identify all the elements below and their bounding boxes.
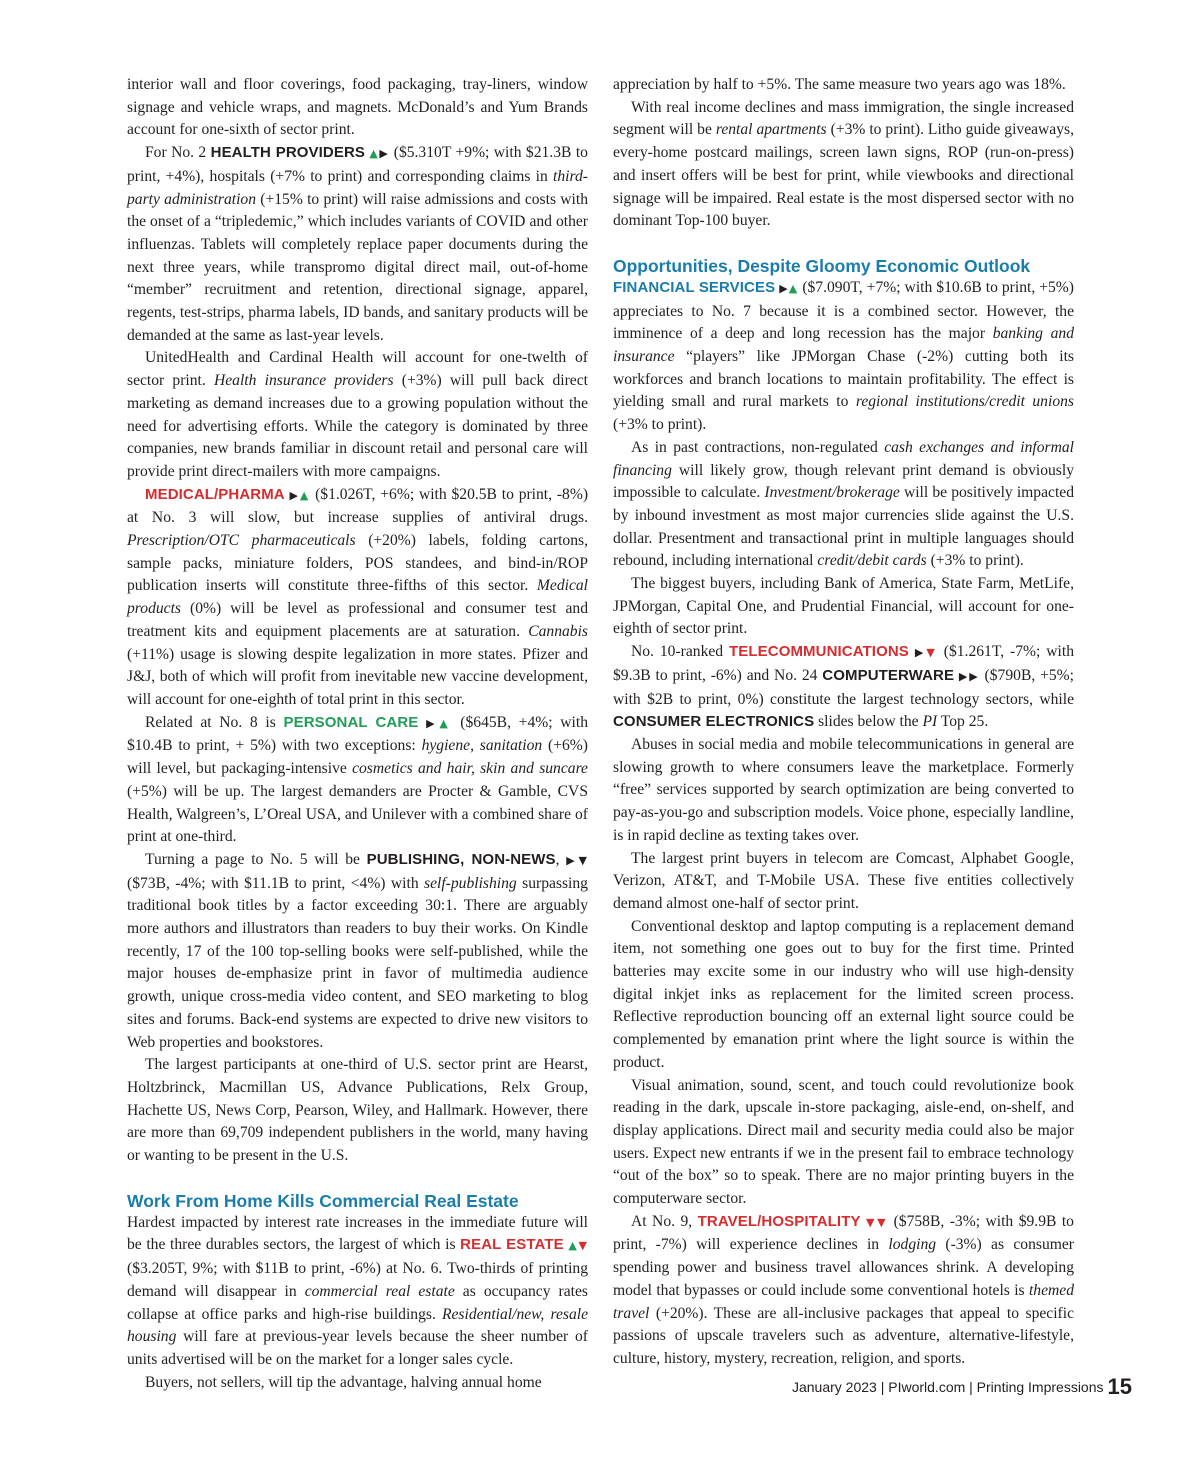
sector-keyword: TELECOMMUNICATIONS [729,643,909,661]
trend-arrows-icon: ▶▲ [289,488,311,502]
trend-arrows-icon: ▶▶ [958,669,980,683]
sector-keyword: FINANCIAL SERVICES [613,278,776,296]
trend-arrows-icon: ▶▲ [426,716,453,730]
paragraph: The biggest buyers, including Bank of America, State Farm, MetLife, JPMorgan, Capital One, and Prudential Financial, will account for one-eighth of sector print. [613,575,1074,638]
page-number: 15 [1107,1374,1132,1399]
right-column [613,74,1074,1371]
paragraph: Buyers, not sellers, will tip the advantage, halving annual home [145,1373,542,1391]
paragraph: With real income declines and mass immigration, the single increased segment will be rental apartments (+3% to print). Litho guide giveaways, every-home postcard mailings, screen lawn signs, ROP (run-on-press) and insert offers will be best for print, while viewbooks and directional signage will be impaired. Real estate is the most dispersed sector with no dominant Top-100 buyer. [613,98,1074,230]
paragraph: Related at No. 8 is PERSONAL CARE ▶▲ ($645B, +4%; with $10.4B to print, + 5%) with two exceptions: hygiene, sanitation (+6%) will level, but packaging-intensive cosmetics and hair, skin and suncare (+5%) will be up. The largest demanders are Procter & Gamble, CVS Health, Walgreen’s, L’Oreal USA, and Unilever with a combined share of print at one-third. [127,713,588,846]
paragraph: Conventional desktop and laptop computing is a replacement demand item, not something one goes out to buy for the first time. Printed batteries may excite some in our industry who will use high-density digital inkjet inks as replacement for the limited screen process. Reflective reproduction bouncing off an external light source could be complemented by emanation print where the light source is within the product. [613,917,1074,1071]
paragraph: Turning a page to No. 5 will be PUBLISHING, NON-NEWS, ▶▼ ($73B, -4%; with $11.1B to print, <4%) with self-publishing surpassing traditional book titles by a factor exceeding 30:1. There are arguably more authors and illustrators than readers to buy their works. On Kindle recently, 17 of the 100 top-selling books were self-published, while the major houses de-emphasize print in favor of multimedia audience growth, unique cross-media video content, and SEO marketing to blog sites and forums. Back-end systems are expected to drive new visitors to Web properties and bookstores. [127,850,588,1051]
paragraph: The largest participants at one-third of U.S. sector print are Hearst, Holtzbrinck, Macmillan US, Advance Publications, Relx Group, Hachette US, News Corp, Pearson, Wiley, and Hallmark. However, there are more than 69,709 independent publishers in the world, many having or wanting to be present in the U.S. [127,1056,588,1165]
paragraph: interior wall and floor coverings, food packaging, tray-liners, window signage and vehicle wraps, and magnets. McDonald’s and Yum Brands account for one-sixth of sector print. [127,76,588,139]
sector-keyword: COMPUTERWARE [822,666,955,684]
sector-keyword: REAL ESTATE [460,1236,564,1254]
paragraph: As in past contractions, non-regulated cash exchanges and informal financing will likely grow, though relevant print demand is obviously impossible to calculate. Investment/brokerage will be positively impacted by inbound investment as most major currencies slide against the U.S. dollar. Presentment and transactional print in multiple languages should rebound, including international credit/debit cards (+3% to print). [613,438,1075,570]
paragraph: For No. 2 HEALTH PROVIDERS ▲▶ ($5.310T +9%; with $21.3B to print, +4%), hospitals (+7% to print) and corresponding claims in third-party administration (+15% to print) will raise admissions and costs with the onset of a “tripledemic,” which includes variants of COVID and other influenzas. Tablets will completely replace paper documents during the next three years, while transpromo digital direct mail, out-of-home “member” recruitment and retention, directional signage, apparel, regents, test-strips, pharma labels, ID bands, and sanitary products will be demanded at the same as last-year levels. [127,144,588,344]
sector-keyword: MEDICAL/PHARMA [145,485,285,503]
paragraph: The largest print buyers in telecom are Comcast, Alphabet Google, Verizon, AT&T, and T-Mobile USA. These five entities collectively demand almost one-half of sector print. [613,849,1074,912]
trend-arrows-icon: ▶▲ [779,281,799,295]
paragraph: Hardest impacted by interest rate increases in the immediate future will be the three durables sectors, the largest of which is REAL ESTATE ▲▼ ($3.205T, 9%; with $11B to print, -6%) at No. 6. Two-thirds of printing demand will disappear in commercial real estate as occupancy rates collapse at office parks and high-rise buildings. Residential/new, resale housing will fare at previous-year levels because the sheer number of units advertised will be on the market for a longer sales cycle. [127,1213,588,1368]
page-footer [792,1374,1132,1400]
sector-keyword: CONSUMER ELECTRONICS [613,713,815,731]
trend-arrows-icon: ▶▼ [566,853,588,867]
paragraph: Visual animation, sound, scent, and touch could revolutionize book reading in the dark, upscale in-store packaging, aisle-end, on-shelf, and display applications. Direct mail and security media could also be major users. Expect new entrants if we in the present fail to embrace technology “out of the box” so to speak. There are no major printing buyers in the computerware sector. [613,1076,1074,1208]
paragraph: No. 10-ranked TELECOMMUNICATIONS ▶▼ ($1.261T, -7%; with $9.3B to print, -6%) and No. 24 COMPUTERWARE ▶▶ ($790B, +5%; with $2B to print, 0%) constitute the largest technology sectors, while CONSUMER ELECTRONICS slides below the PI Top 25. [613,643,1074,731]
paragraph: Abuses in social media and mobile telecommunications in general are slowing growth to where consumers leave the marketplace. Formerly “free” services supported by search optimization are being converted to pay-as-you-go and subscription models. Voice phone, especially landline, is in rapid decline as texting takes over. [613,735,1074,844]
trend-arrows-icon: ▼▼ [866,1215,889,1229]
sector-keyword: TRAVEL/HOSPITALITY [697,1212,861,1230]
trend-arrows-icon: ▲▼ [568,1239,588,1253]
paragraph: FINANCIAL SERVICES ▶▲ ($7.090T, +7%; with $10.6B to print, +5%) appreciates to No. 7 because it is a combined sector. However, the imminence of a deep and long recession has the major banking and insurance “players” like JPMorgan Chase (-2%) cutting both its workforces and branch locations to maintain profitability. The effect is yielding small and rural markets to regional institutions/credit unions (+3% to print). [613,278,1074,434]
paragraph: appreciation by half to +5%. The same measure two years ago was 18%. [613,76,1066,93]
trend-arrows-icon: ▲▶ [369,147,390,161]
footer-text: January 2023 | PIworld.com | Printing Impressions [791,1379,1104,1395]
trend-arrows-icon: ▶▼ [914,646,938,660]
sector-keyword: PUBLISHING, NON-NEWS [366,850,556,868]
sector-keyword: PERSONAL CARE [283,713,419,731]
section-heading: Opportunities, Despite Gloomy Economic Outlook [613,255,1031,276]
sector-keyword: HEALTH PROVIDERS [210,144,365,162]
left-column [127,74,588,1394]
paragraph: At No. 9, TRAVEL/HOSPITALITY ▼▼ ($758B, -3%; with $9.9B to print, -7%) will experience declines in lodging (-3%) as consumer spending power and business travel allowances shrink. A developing model that bypasses or could include some conventional hotels is themed travel (+20%). These are all-inclusive packages that appeal to specific passions of upscale travelers such as adventure, alternative-lifestyle, culture, history, mystery, recreation, religion, and sports. [613,1212,1074,1367]
section-heading: Work From Home Kills Commercial Real Estate [127,1190,519,1211]
paragraph: MEDICAL/PHARMA ▶▲ ($1.026T, +6%; with $20.5B to print, -8%) at No. 3 will slow, but increase supplies of antiviral drugs. Prescription/OTC pharmaceuticals (+20%) labels, folding cartons, sample packs, miniature folders, POS standees, and bind-in/ROP publication inserts will constitute three-fifths of this sector. Medical products (0%) will be level as professional and consumer test and treatment kits and equipment placements are at saturation. Cannabis (+11%) usage is slowing despite legalization in more states. Pfizer and J&J, both of which will profit from inevitable new vaccine development, will account for one-eighth of total print in this sector. [127,485,589,708]
paragraph: UnitedHealth and Cardinal Health will account for one-twelth of sector print. Health insurance providers (+3%) will pull back direct marketing as demand increases due to a growing population without the need for advertising efforts. While the category is dominated by three companies, new brands familiar in discount retail and personal care will provide print direct-mailers with more campaigns. [127,349,588,480]
